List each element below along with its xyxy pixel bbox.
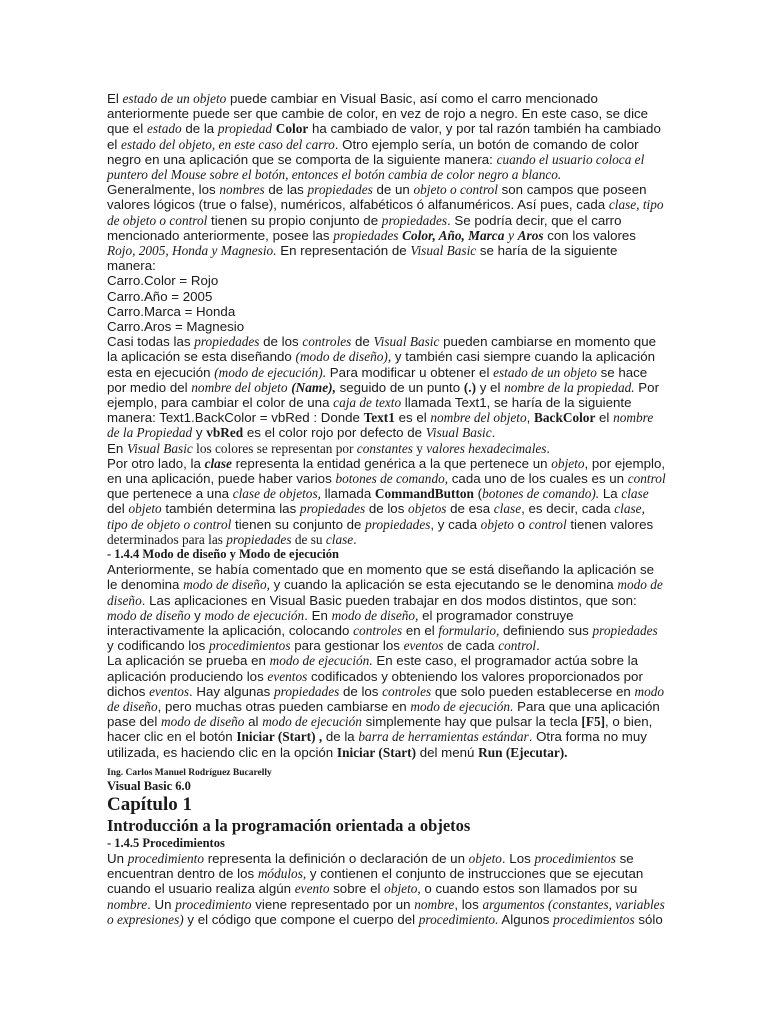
text-run: Anteriormente, se había comentado que en momento que se está diseñando la aplicación se le denomina: [107, 562, 655, 593]
text-run: . Hay algunas: [189, 683, 275, 699]
chapter-title: Introducción a la programación orientada a objetos: [107, 816, 471, 835]
text-run: simplemente hay que pulsar la tecla: [361, 714, 582, 730]
text-run: evento: [294, 881, 330, 897]
paragraph-class: [107, 456, 667, 547]
paragraph-run-mode: [107, 653, 667, 759]
text-run: control: [627, 471, 666, 487]
text-run: Visual Basic: [373, 334, 440, 350]
text-run: controles: [302, 334, 352, 350]
text-run: determinados para las: [107, 531, 227, 547]
text-run: [F5]: [581, 714, 606, 730]
text-run: y cuando la aplicación se esta ejecutando se le denomina: [269, 577, 618, 593]
text-run: .: [353, 531, 357, 547]
text-run: . Otra forma no muy utilizada, es haciendo clic en la opción: [107, 729, 647, 760]
text-run: objetos: [408, 501, 447, 517]
text-run: propiedades: [299, 501, 366, 517]
text-run: .: [491, 425, 496, 441]
text-run: son campos que poseen valores lógicos (true o false), numéricos, alfabéticos ó alfanuméricos. Así pues, cada: [107, 182, 647, 213]
text-run: barra de herramientas estándar: [358, 729, 529, 745]
text-run: y codificando los: [107, 638, 209, 654]
text-run: eventos: [267, 668, 308, 684]
text-run: , pero muchas otras pueden cambiarse en: [157, 698, 411, 714]
section-heading-1-4-5: - 1.4.5 Procedimientos: [107, 836, 225, 850]
text-run: y el código que compone el cuerpo del: [183, 911, 419, 927]
text-run: puede cambiar en Visual Basic, así como el carro mencionado anteriormente puede ser que cambie de color, en vez de rojo a negro. En este caso, se dice que el: [107, 91, 649, 137]
text-run: (: [473, 486, 483, 502]
text-run: procedimientos: [209, 638, 291, 654]
text-run: nombre del objeto: [430, 410, 527, 426]
text-run: modo de diseño,: [183, 577, 270, 593]
text-run: ha cambiado de valor, y por tal razón también ha cambiado el: [107, 121, 661, 152]
text-run: constantes: [356, 440, 413, 456]
text-run: controles: [382, 683, 432, 699]
text-run: estado de un objeto: [122, 91, 227, 106]
text-run: al: [244, 714, 263, 730]
text-run: nombre: [414, 896, 455, 912]
text-run: Por otro lado, la: [107, 455, 205, 471]
text-run: en el: [402, 622, 439, 638]
text-run: que solo pueden establecerse en: [431, 683, 635, 699]
text-run: (Name),: [291, 379, 336, 395]
text-run: modo de ejecución: [204, 607, 305, 623]
text-run: Aros: [517, 227, 544, 243]
text-run: o cuando estos son llamados por su: [420, 881, 638, 897]
text-run: BackColor: [534, 410, 596, 426]
text-run: Visual Basic: [126, 440, 193, 456]
text-run: modo de ejecución.: [410, 698, 514, 714]
text-run: (.): [463, 379, 477, 395]
paragraph-colors: [107, 441, 667, 456]
text-run: es el: [394, 410, 431, 426]
text-run: y el: [476, 379, 505, 395]
paragraph-modify-properties: [107, 334, 667, 440]
text-run: (modo de ejecución).: [214, 364, 327, 380]
text-run: de los: [339, 683, 383, 699]
text-run: objeto: [468, 851, 502, 866]
text-run: propiedades: [333, 227, 399, 243]
text-run: clase, tipo de objeto o control: [107, 501, 645, 532]
text-run: propiedades: [194, 334, 260, 350]
text-run: tienen su conjunto de: [231, 516, 366, 532]
text-run: se hace por medio del: [107, 364, 648, 395]
text-run: control: [528, 516, 567, 532]
text-run: valores hexadecimales: [426, 440, 547, 456]
text-run: y: [412, 440, 427, 456]
text-run: modo de diseño,: [331, 607, 419, 623]
section-heading-1-4-4: - 1.4.4 Modo de diseño y Modo de ejecución: [107, 547, 339, 562]
document-body: [107, 91, 667, 760]
text-run: y también casi siempre cuando la aplicación esta en ejecución: [107, 349, 656, 380]
text-run: de la: [181, 121, 218, 137]
text-run: nombre de la propiedad.: [504, 379, 635, 395]
text-run: , y cada: [430, 516, 481, 532]
text-run: CommandButton: [374, 486, 474, 502]
text-run: y: [190, 607, 205, 623]
paragraph-procedures: [107, 851, 667, 927]
text-run: Para que una aplicación pase del: [107, 698, 660, 730]
text-run: es el color rojo por defecto de: [243, 425, 426, 441]
text-run: caja de texto: [333, 395, 402, 411]
text-run: propiedades: [307, 182, 373, 198]
text-run: sobre el: [329, 881, 385, 897]
text-run: el programador construye interactivamente la aplicación, colocando: [107, 607, 574, 638]
text-run: modo de diseño: [107, 607, 191, 623]
text-run: (modo de diseño),: [295, 349, 392, 365]
paragraph-design-mode: [107, 562, 667, 653]
text-run: del menú: [416, 744, 479, 760]
text-run: argumentos (constantes, variables o expresiones): [107, 896, 665, 927]
text-run: En: [107, 440, 127, 456]
text-run: pueden cambiarse en momento que la aplicación se esta diseñando: [107, 334, 656, 365]
text-run: propiedades: [592, 622, 658, 638]
text-run: controles: [353, 622, 403, 638]
code-example: [107, 273, 667, 334]
text-run: eventos: [149, 683, 190, 699]
text-run: Por ejemplo, para cambiar el color de una: [107, 379, 659, 411]
text-run: botones de comando,: [335, 471, 449, 487]
text-run: módulos,: [257, 866, 307, 882]
code-line: Carro.Color = Rojo: [107, 273, 219, 289]
text-run: Un: [107, 851, 128, 866]
text-run: modo de diseño: [107, 577, 663, 608]
text-run: objeto: [128, 501, 162, 517]
text-run: La aplicación se prueba en: [107, 653, 270, 669]
text-run: del: [107, 501, 129, 517]
text-run: objeto,: [384, 881, 421, 897]
text-run: ,: [526, 410, 535, 426]
text-run: y: [192, 425, 207, 441]
text-run: estado del objeto, en este caso del carro: [121, 136, 335, 152]
text-run: . Las aplicaciones en Visual Basic pueden trabajar en dos modos distintos, que son:: [141, 592, 637, 608]
chapter-number: Capítulo 1: [107, 794, 192, 815]
page-header-block: [107, 767, 667, 927]
text-run: . Se podría decir, que el carro mencionado anteriormente, posee las: [107, 212, 622, 243]
text-run: control: [498, 638, 537, 654]
text-run: , los: [454, 896, 483, 912]
code-line: Carro.Marca = Honda: [107, 303, 236, 319]
text-run: , por ejemplo, en una aplicación, puede haber varios: [107, 455, 666, 487]
code-line: Carro.Aros = Magnesio: [107, 319, 245, 335]
text-run: clase: [204, 455, 232, 471]
text-run: clase, tipo de objeto o control: [107, 197, 664, 228]
text-run: . En: [304, 607, 332, 623]
text-run: Algunos: [498, 911, 554, 927]
text-run: .: [536, 638, 540, 654]
text-run: Iniciar (Start): [336, 744, 417, 760]
code-line: Carro.Año = 2005: [107, 288, 213, 304]
text-run: formulario,: [438, 622, 500, 638]
text-run: llamada: [320, 486, 375, 502]
text-run: nombre del objeto: [191, 379, 288, 395]
text-run: Para modificar u obtener el: [326, 364, 494, 380]
text-run: de esa: [446, 501, 494, 517]
text-run: vbRed: [206, 425, 244, 441]
text-run: Visual Basic: [410, 243, 477, 259]
author-name: Ing. Carlos Manuel Rodríguez Bucarelly: [107, 768, 272, 778]
text-run: procedimientos: [534, 851, 616, 866]
text-run: cada uno de los cuales es un: [448, 471, 628, 487]
text-run: Generalmente, los: [107, 182, 220, 198]
text-run: modo de diseño: [107, 683, 665, 714]
text-run: objeto o control: [413, 182, 498, 198]
text-run: propiedades: [274, 683, 340, 699]
product-name: Visual Basic 6.0: [107, 779, 191, 793]
text-run: también determina las: [161, 501, 300, 517]
paragraph-properties: [107, 182, 667, 273]
text-run: modo de ejecución: [262, 714, 362, 730]
text-run: de su: [291, 531, 326, 547]
text-run: .: [546, 440, 550, 456]
text-run: de un: [372, 182, 414, 198]
text-run: de los: [365, 501, 409, 517]
text-run: representa la definición o declaración de un: [204, 851, 469, 866]
paragraph-object-state: [107, 91, 667, 182]
text-run: estado de un objeto: [493, 364, 597, 380]
text-run: . Otro ejemplo sería, un botón de comando de color negro en una aplicación que se comporta de la siguiente manera:: [107, 136, 639, 167]
text-run: Rojo, 2005, Honda y Magnesio.: [107, 243, 277, 259]
text-run: objeto: [480, 516, 514, 532]
text-run: eventos: [403, 638, 444, 654]
text-run: Iniciar (Start) ,: [236, 729, 323, 745]
text-run: Color: [275, 121, 309, 137]
text-run: llamada Text1, se haría de la siguiente manera: Text1.BackColor = vbRed : Donde: [107, 395, 632, 426]
text-run: definiendo sus: [499, 622, 593, 638]
text-run: propiedades: [226, 531, 292, 547]
text-run: modo de ejecución.: [269, 653, 373, 669]
text-run: viene representado por un: [251, 896, 415, 912]
text-run: que pertenece a una: [107, 486, 233, 502]
text-run: de los: [259, 334, 303, 350]
text-run: cuando el usuario coloca el puntero del Mouse sobre el botón, entonces el botón cambia de color negro a blanco.: [107, 151, 645, 183]
text-run: nombre: [107, 896, 148, 912]
text-run: los colores se representan por: [192, 440, 357, 456]
text-run: o: [513, 516, 529, 532]
text-run: nombres: [219, 182, 265, 198]
text-run: El: [107, 91, 123, 106]
text-run: objeto: [551, 455, 585, 471]
text-run: se encuentran dentro de los: [107, 851, 634, 882]
text-run: , es decir, cada: [521, 501, 615, 517]
text-run: de cada: [443, 638, 499, 654]
text-run: En representación de: [276, 243, 411, 259]
text-run: . Los: [501, 851, 535, 866]
text-run: codificados y obteniendo los valores proporcionados por dichos: [107, 668, 643, 699]
text-run: tienen valores: [566, 516, 654, 532]
text-run: nombre de la Propiedad: [107, 410, 654, 441]
text-run: representa la entidad genérica a la que pertenece un: [231, 455, 552, 471]
text-run: clase: [621, 486, 649, 502]
text-run: de las: [264, 182, 308, 198]
text-run: propiedades: [365, 516, 431, 532]
text-run: y contienen el conjunto de instrucciones que se ejecutan cuando el usuario realiza algún: [107, 866, 644, 897]
text-run: de: [351, 334, 374, 350]
text-run: modo de diseño: [160, 714, 245, 730]
text-run: clase: [493, 501, 522, 517]
text-run: botones de comando).: [482, 486, 600, 502]
text-run: para gestionar los: [290, 638, 404, 654]
text-run: se haría de la siguiente manera:: [107, 243, 618, 274]
text-run: y: [508, 227, 514, 243]
text-run: de la: [322, 729, 359, 745]
text-run: . Un: [147, 896, 176, 912]
text-run: el: [595, 410, 614, 426]
text-run: Visual Basic: [425, 425, 492, 441]
text-run: tienen su propio conjunto de: [207, 212, 382, 228]
text-run: Text1: [363, 410, 395, 426]
text-run: sólo: [634, 911, 663, 927]
text-run: Casi todas las: [107, 334, 195, 350]
text-run: con los valores: [543, 227, 636, 243]
text-run: Run (Ejecutar).: [478, 744, 568, 760]
text-run: seguido de un punto: [335, 379, 464, 395]
text-run: procedimientos: [553, 911, 635, 927]
text-run: propiedades: [381, 212, 448, 228]
text-run: procedimiento: [175, 896, 252, 912]
text-run: estado: [146, 121, 182, 137]
text-run: clase de objetos,: [232, 486, 321, 502]
text-run: Color, Año, Marca: [402, 227, 505, 243]
text-run: clase: [325, 531, 354, 547]
text-run: propiedad: [217, 121, 273, 137]
text-run: procedimiento: [127, 851, 205, 866]
text-run: , o bien, hacer clic en el botón: [107, 714, 653, 745]
text-run: La: [599, 486, 622, 502]
text-run: procedimiento.: [418, 911, 499, 927]
text-run: En este caso, el programador actúa sobre la aplicación produciendo los: [107, 653, 639, 684]
